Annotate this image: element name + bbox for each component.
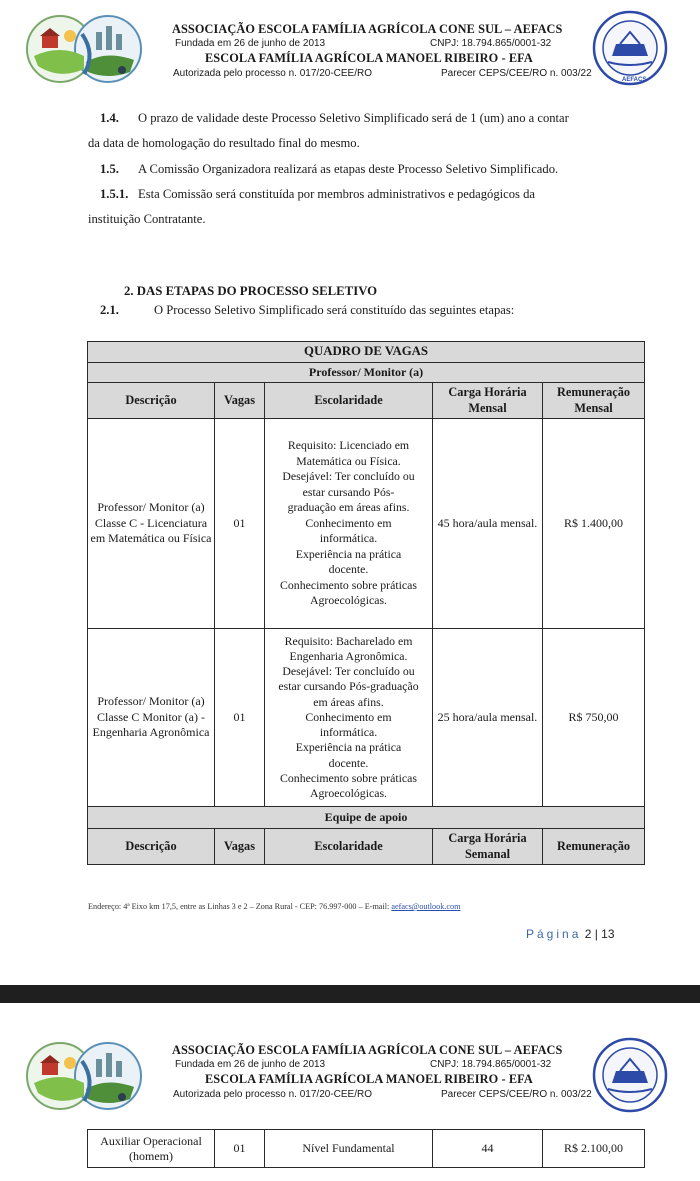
requirement-line: em áreas afins. [313, 694, 384, 709]
requirement-line: Requisito: Bacharelado em [284, 633, 413, 648]
requirement-line: Agroecológicas. [310, 593, 387, 608]
page-count: 2 | 13 [584, 927, 615, 941]
section-title: 2. DAS ETAPAS DO PROCESSO SELETIVO [124, 284, 378, 298]
requirement-line: Experiência na prática [295, 740, 402, 755]
cell-escolaridade [265, 629, 433, 807]
school-name: ESCOLA FAMÍLIA AGRÍCOLA MANOEL RIBEIRO - EFA [205, 1072, 533, 1086]
col-header-vagas: Vagas [215, 383, 265, 419]
cell-descricao: Professor/ Monitor (a) Classe C Monitor (a) - Engenharia Agronômica [88, 629, 215, 807]
table-group-support: Equipe de apoio [88, 807, 645, 829]
col-header-carga: Carga Horária Semanal [433, 829, 543, 865]
clause-text-continued: da data de homologação do resultado final do mesmo. [88, 136, 360, 150]
authorization: Autorizada pelo processo n. 017/20-CEE/RO [173, 68, 372, 79]
org-name: ASSOCIAÇÃO ESCOLA FAMÍLIA AGRÍCOLA CONE SUL – AEFACS [172, 22, 563, 36]
col-header-vagas: Vagas [215, 829, 265, 865]
cell-descricao: Auxiliar Operacional (homem) [88, 1130, 215, 1168]
col-header-descricao: Descrição [88, 383, 215, 419]
cell-escolaridade: Nível Fundamental [265, 1130, 433, 1168]
clause-number: 1.5.1. [100, 187, 129, 201]
cell-remuneracao: R$ 2.100,00 [543, 1130, 645, 1168]
seal-text: AEFACS [622, 77, 647, 83]
requirement-line: Agroecológicas. [310, 785, 387, 800]
clause-text: Esta Comissão será constituída por membros administrativos e pedagógicos da [138, 187, 535, 201]
page-header [0, 1027, 700, 1122]
requirement-line: Conhecimento sobre práticas [280, 577, 417, 592]
footer-address [88, 902, 460, 911]
cell-vagas: 01 [215, 1130, 265, 1168]
col-header-remuneracao: Remuneração Mensal [543, 383, 645, 419]
clause-text: O prazo de validade deste Processo Seletivo Simplificado será de 1 (um) ano a contar [138, 111, 569, 125]
vacancies-table [87, 341, 645, 865]
cell-remuneracao: R$ 1.400,00 [543, 419, 645, 629]
cnpj: CNPJ: 18.794.865/0001-32 [430, 38, 552, 49]
requirement-line: Desejável: Ter concluído ou [282, 469, 415, 484]
clause-number: 2.1. [100, 303, 119, 317]
requirement-line: docente. [328, 562, 369, 577]
table-title: QUADRO DE VAGAS [88, 342, 645, 363]
support-staff-table [87, 1129, 645, 1168]
page-divider [0, 985, 700, 1003]
col-header-escolaridade: Escolaridade [265, 383, 433, 419]
cell-escolaridade [265, 419, 433, 629]
paragraph-1-4 [88, 106, 638, 156]
table-row [88, 629, 645, 807]
cell-remuneracao: R$ 750,00 [543, 629, 645, 807]
requirement-line: Conhecimento em [305, 515, 392, 530]
col-header-escolaridade: Escolaridade [265, 829, 433, 865]
page-number [526, 927, 615, 941]
cell-vagas: 01 [215, 629, 265, 807]
page-label: Página [526, 927, 582, 941]
requirement-line: informática. [319, 531, 378, 546]
school-seal-right [590, 1037, 670, 1113]
requirement-line: Desejável: Ter concluído ou [282, 664, 415, 679]
col-header-carga: Carga Horária Mensal [433, 383, 543, 419]
paragraph-1-5 [88, 157, 638, 182]
org-name: ASSOCIAÇÃO ESCOLA FAMÍLIA AGRÍCOLA CONE SUL – AEFACS [172, 1043, 563, 1057]
requirement-line: estar cursando Pós-graduação [278, 679, 419, 694]
opinion-number: Parecer CEPS/CEE/RO n. 003/22 [441, 68, 592, 79]
table-row [88, 1130, 645, 1168]
cell-carga: 44 [433, 1130, 543, 1168]
clause-text: O Processo Seletivo Simplificado será constituído das seguintes etapas: [154, 303, 515, 317]
requirement-line: estar cursando Pós- [302, 484, 395, 499]
cell-carga: 25 hora/aula mensal. [433, 629, 543, 807]
founded-date: Fundada em 26 de junho de 2013 [175, 38, 326, 49]
school-logo-left [26, 14, 142, 84]
clause-number: 1.4. [100, 111, 119, 125]
cnpj: CNPJ: 18.794.865/0001-32 [430, 1059, 552, 1070]
clause-text: A Comissão Organizadora realizará as etapas deste Processo Seletivo Simplificado. [138, 162, 559, 176]
opinion-number: Parecer CEPS/CEE/RO n. 003/22 [441, 1089, 592, 1100]
paragraph-1-5-1 [88, 182, 638, 232]
school-name: ESCOLA FAMÍLIA AGRÍCOLA MANOEL RIBEIRO - EFA [205, 51, 533, 65]
school-logo-left [26, 1041, 142, 1111]
requirement-line: Matemática ou Física. [296, 453, 401, 468]
col-header-descricao: Descrição [88, 829, 215, 865]
email-link[interactable]: aefacs@outlook.com [391, 902, 461, 911]
document-page-2 [0, 1003, 700, 1181]
cell-descricao: Professor/ Monitor (a) Classe C - Licenciatura em Matemática ou Física [88, 419, 215, 629]
authorization: Autorizada pelo processo n. 017/20-CEE/RO [173, 1089, 372, 1100]
requirement-line: informática. [319, 725, 378, 740]
requirement-line: graduação em áreas afins. [287, 500, 410, 515]
table-row [88, 419, 645, 629]
clause-number: 1.5. [100, 162, 119, 176]
requirement-line: Conhecimento em [305, 709, 392, 724]
cell-carga: 45 hora/aula mensal. [433, 419, 543, 629]
paragraph-2-1 [88, 298, 638, 323]
address-text: Endereço: 4ª Eixo km 17,5, entre as Linhas 3 e 2 – Zona Rural - CEP: 76.997-000 – E-mail: [88, 902, 392, 911]
requirement-line: Experiência na prática [295, 546, 402, 561]
requirement-line: Requisito: Licenciado em [287, 438, 410, 453]
clause-text-continued: instituição Contratante. [88, 212, 206, 226]
school-seal-right [590, 10, 670, 86]
requirement-line: Conhecimento sobre práticas [280, 770, 417, 785]
page-header [0, 0, 700, 95]
requirement-line: docente. [328, 755, 369, 770]
founded-date: Fundada em 26 de junho de 2013 [175, 1059, 326, 1070]
cell-vagas: 01 [215, 419, 265, 629]
col-header-remuneracao: Remuneração [543, 829, 645, 865]
table-group-professor: Professor/ Monitor (a) [88, 363, 645, 383]
requirement-line: Engenharia Agronômica. [289, 649, 408, 664]
